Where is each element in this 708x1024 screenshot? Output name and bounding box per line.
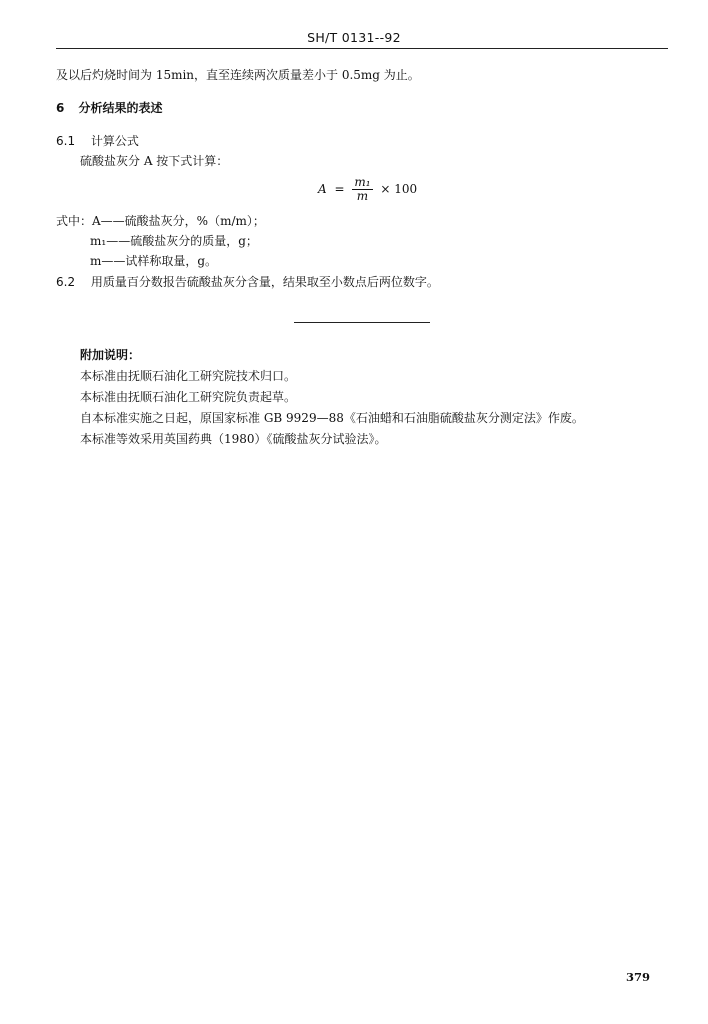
where-item-m: m——试样称取量，g。 bbox=[90, 254, 218, 268]
section-6-heading bbox=[56, 99, 163, 116]
where-item-a: A——硫酸盐灰分，%（m/m）； bbox=[92, 214, 265, 228]
section-6-1-number: 6.1 bbox=[56, 134, 76, 148]
formula-fraction bbox=[352, 176, 372, 203]
formula-denominator: m bbox=[356, 189, 369, 203]
formula-equals: = bbox=[334, 182, 345, 196]
formula-numerator: m₁ bbox=[354, 175, 371, 189]
where-block bbox=[56, 212, 265, 229]
appendix-line: 本标准由抚顺石油化工研究院负责起草。 bbox=[80, 390, 297, 404]
standard-code-header: SH/T 0131--92 bbox=[307, 30, 401, 45]
section-6-number: 6 bbox=[56, 101, 65, 115]
section-6-1-heading bbox=[56, 132, 139, 149]
section-6-2-number: 6.2 bbox=[56, 275, 76, 289]
continuation-line: 及以后灼烧时间为 15min，直至连续两次质量差小于 0.5mg 为止。 bbox=[56, 68, 420, 82]
section-6-1-title: 计算公式 bbox=[90, 134, 139, 148]
appendix-line: 本标准等效采用英国药典（1980）《硫酸盐灰分试验法》。 bbox=[80, 432, 387, 446]
section-6-title: 分析结果的表述 bbox=[78, 101, 163, 115]
appendix-line: 本标准由抚顺石油化工研究院技术归口。 bbox=[80, 369, 297, 383]
section-6-2 bbox=[56, 273, 439, 290]
where-label: 式中： bbox=[56, 214, 93, 228]
separator-rule bbox=[294, 322, 430, 323]
formula bbox=[318, 176, 417, 203]
formula-rhs: × 100 bbox=[380, 182, 418, 196]
appendix-title: 附加说明： bbox=[80, 348, 141, 362]
header-rule bbox=[56, 48, 668, 49]
where-item-m1: m₁——硫酸盐灰分的质量，g； bbox=[90, 234, 258, 248]
appendix-line: 自本标准实施之日起，原国家标准 GB 9929—88《石油蜡和石油脂硫酸盐灰分测定法》作废。 bbox=[80, 411, 584, 425]
section-6-2-text: 用质量百分数报告硫酸盐灰分含量，结果取至小数点后两位数字。 bbox=[90, 275, 439, 289]
formula-intro: 硫酸盐灰分 A 按下式计算： bbox=[80, 154, 229, 168]
formula-lhs: A bbox=[318, 182, 327, 196]
page-number: 379 bbox=[625, 970, 650, 984]
